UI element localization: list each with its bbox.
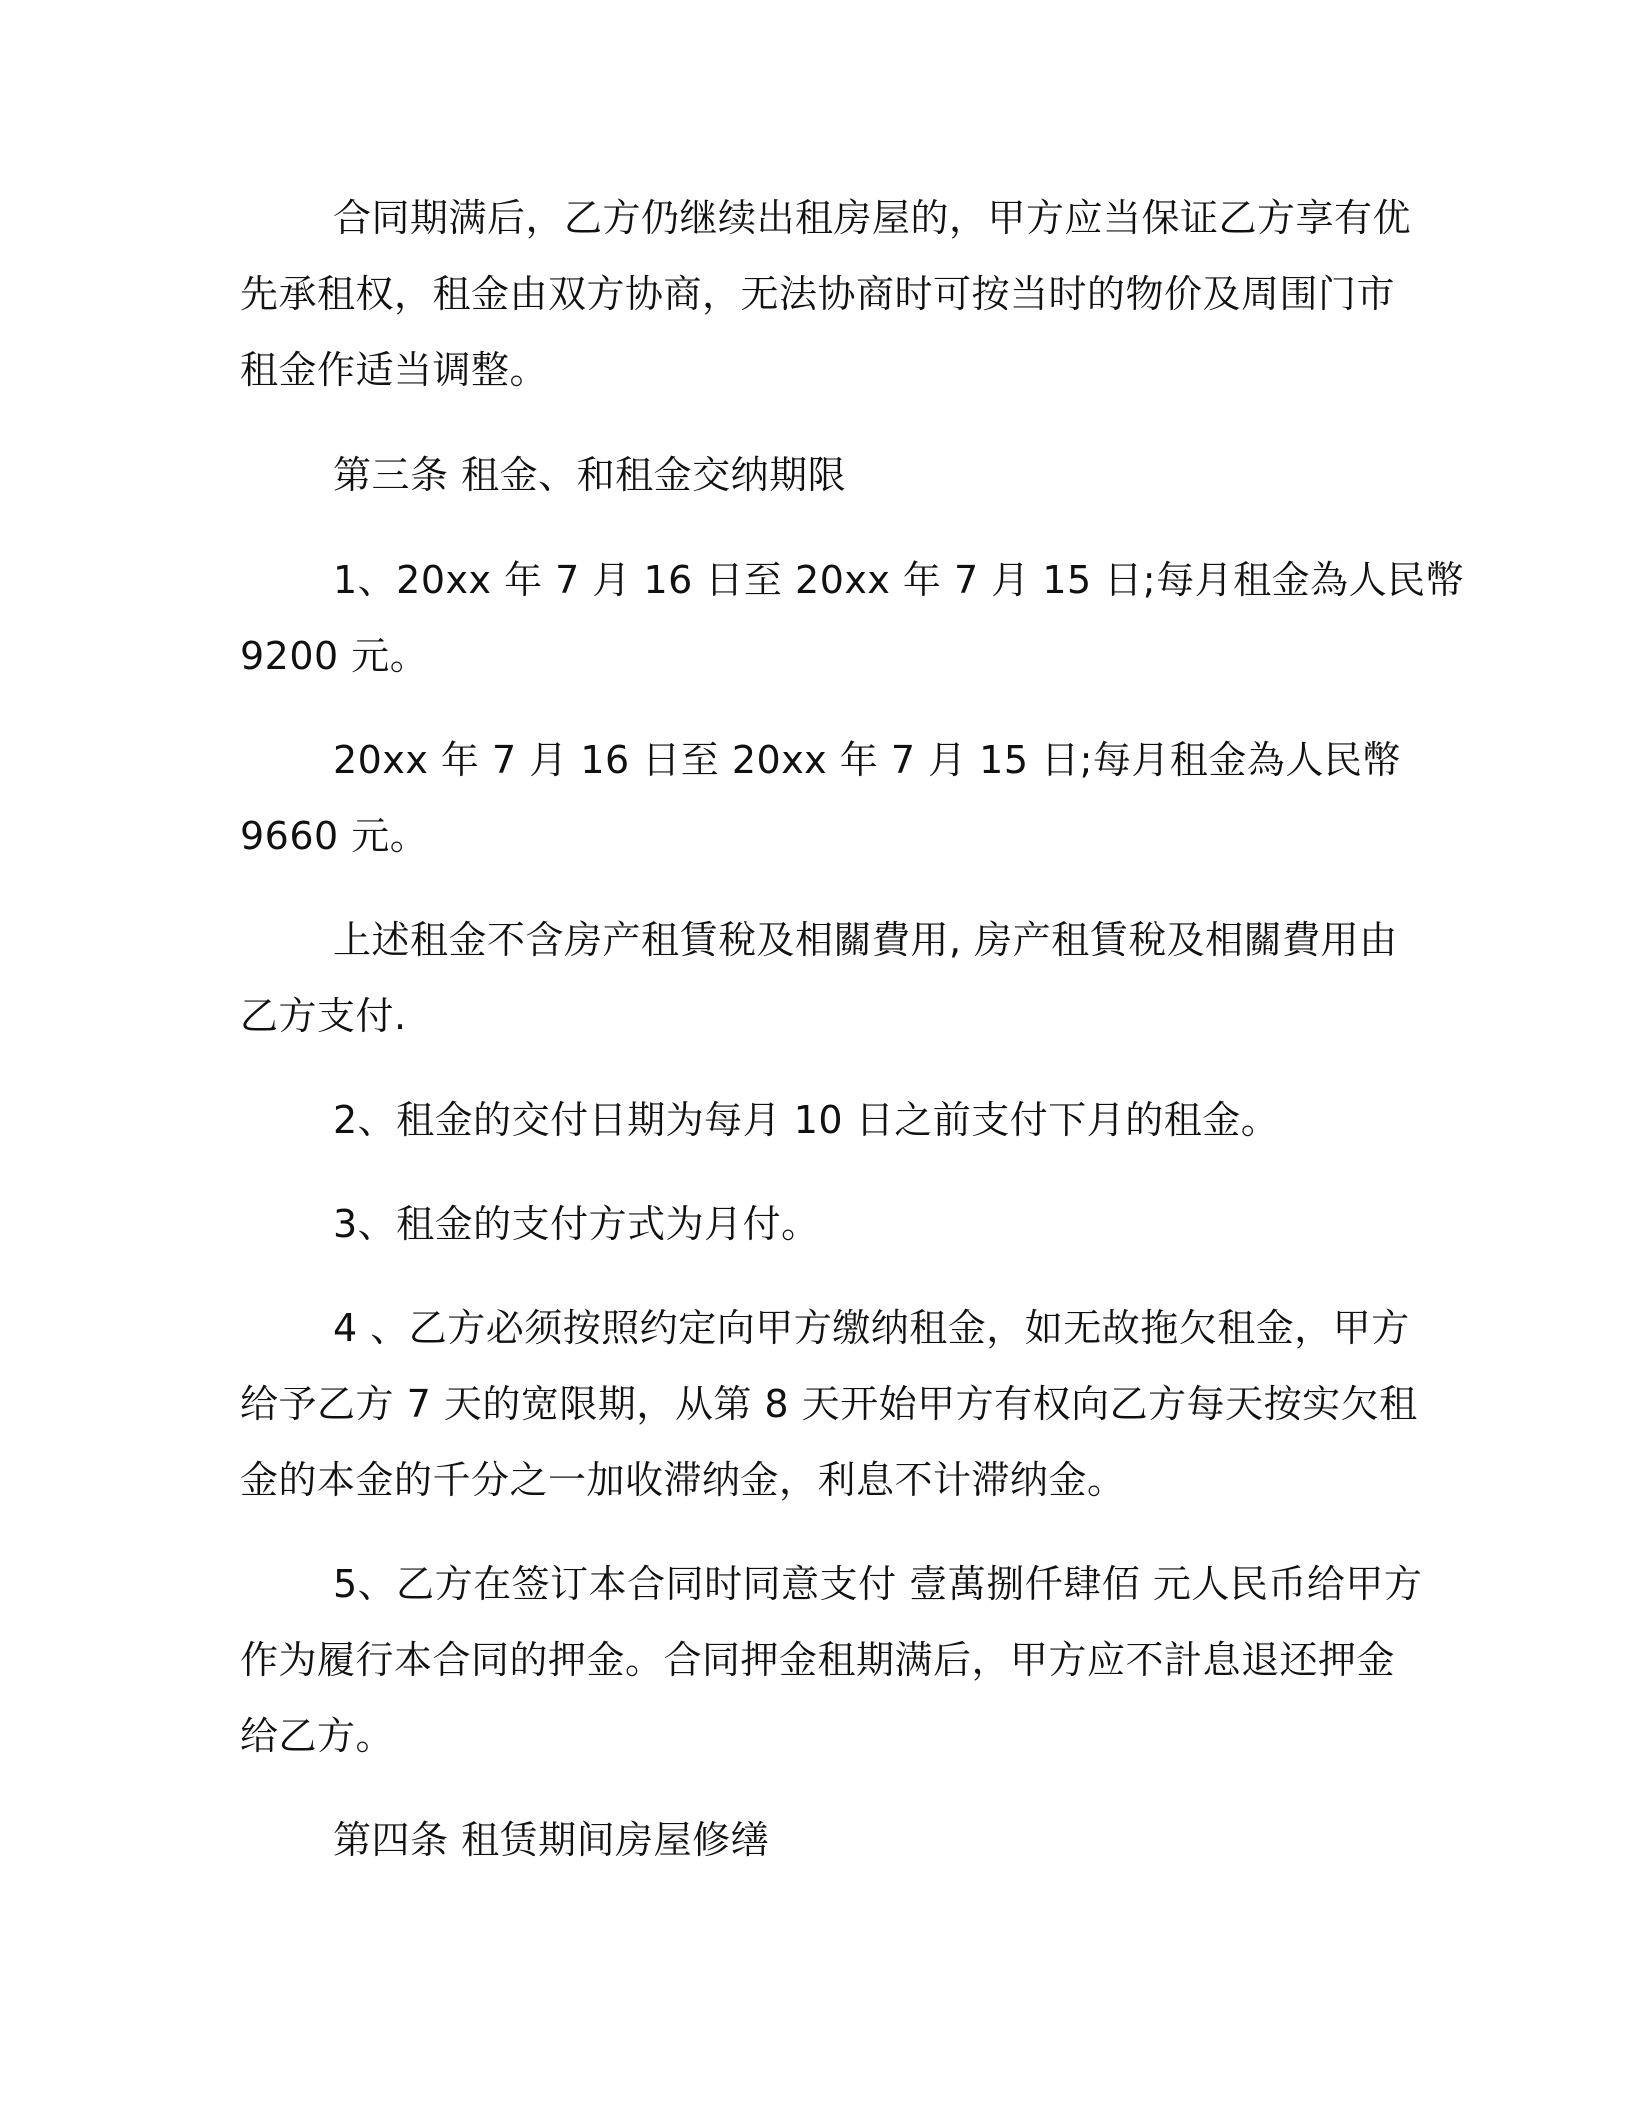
clause-1-line-1: 1、20xx 年 7 月 16 日至 20xx 年 7 月 15 日;每月租金為人民幣: [333, 558, 1465, 602]
paragraph-renewal-line-2: 先承租权，租金由双方协商，无法协商时可按当时的物价及周围门市: [240, 272, 1396, 316]
clause-4-line-3: 金的本金的千分之一加收滞纳金，利息不计滞纳金。: [240, 1458, 1126, 1502]
clause-5-line-3: 给乙方。: [240, 1714, 395, 1758]
clause-4-line-2: 给予乙方 7 天的宽限期，从第 8 天开始甲方有权向乙方每天按实欠租: [240, 1382, 1418, 1426]
tax-note-line-2: 乙方支付.: [240, 994, 407, 1038]
tax-note-line-1: 上述租金不含房产租賃稅及相關費用, 房产租賃稅及相關費用由: [333, 918, 1398, 962]
clause-1-line-2: 9200 元。: [240, 634, 429, 678]
paragraph-renewal-line-3: 租金作适当调整。: [240, 348, 549, 392]
clause-2: 2、租金的交付日期为每月 10 日之前支付下月的租金。: [333, 1098, 1280, 1142]
section-heading-article-4: 第四条 租赁期间房屋修缮: [333, 1818, 770, 1862]
clause-3: 3、租金的支付方式为月付。: [333, 1202, 820, 1246]
clause-1b-line-1: 20xx 年 7 月 16 日至 20xx 年 7 月 15 日;每月租金為人民幣: [333, 738, 1401, 782]
clause-1b-line-2: 9660 元。: [240, 814, 429, 858]
paragraph-renewal-line-1: 合同期满后，乙方仍继续出租房屋的，甲方应当保证乙方享有优: [333, 196, 1412, 240]
clause-5-line-2: 作为履行本合同的押金。合同押金租期满后，甲方应不計息退还押金: [240, 1638, 1396, 1682]
clause-5-line-1: 5、乙方在签订本合同时同意支付 壹萬捌仟肆佰 元人民币给甲方: [333, 1562, 1423, 1606]
clause-4-line-1: 4 、乙方必须按照约定向甲方缴纳租金，如无故拖欠租金，甲方: [333, 1306, 1410, 1350]
section-heading-article-3: 第三条 租金、和租金交纳期限: [333, 453, 847, 497]
